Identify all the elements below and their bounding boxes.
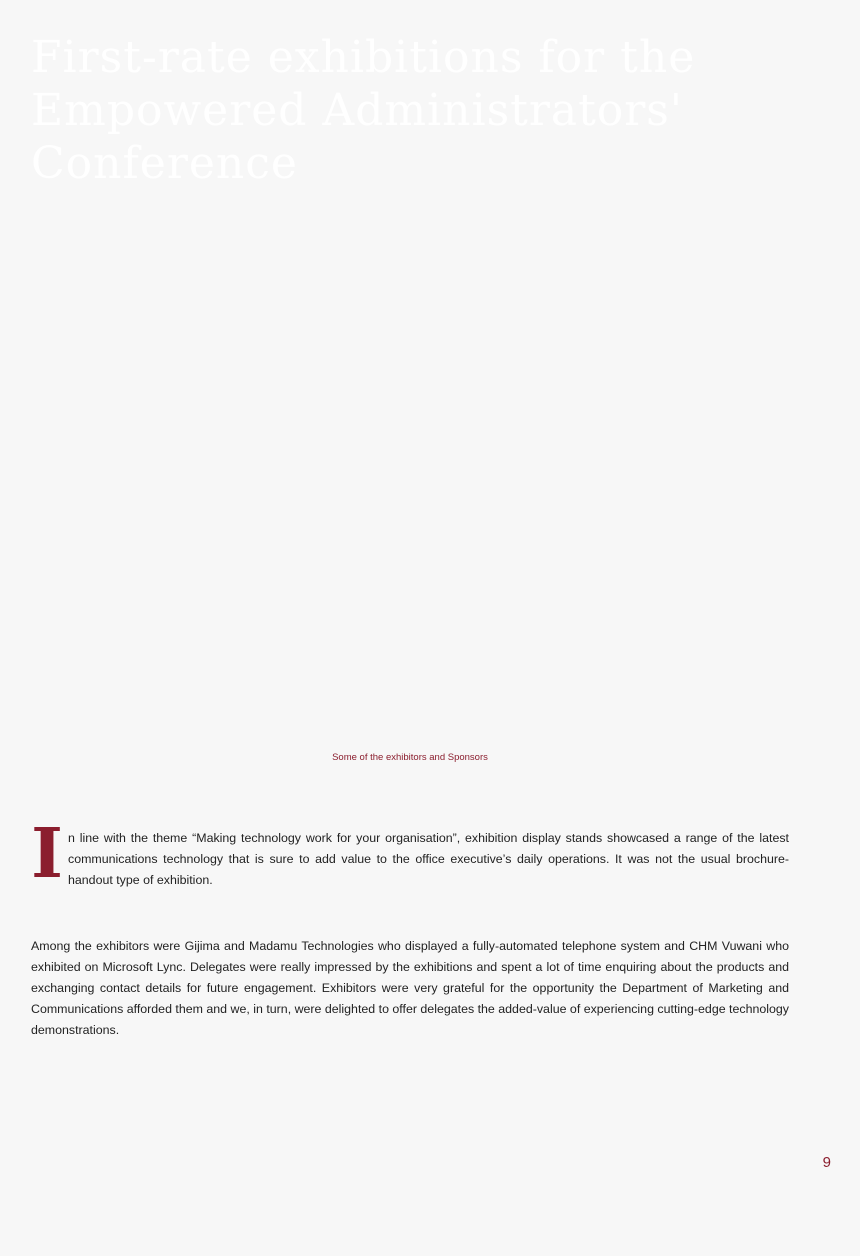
photo-caption: Some of the exhibitors and Sponsors [332, 752, 488, 763]
intro-text: n line with the theme “Making technology work for your organisation”, exhibition display stands showcased a range of the latest communications technology that is sure to add value to the office executive’s daily operations. It was not the usual brochure-handout type of exhibition. [68, 831, 789, 887]
drop-cap: I [31, 814, 63, 894]
intro-paragraph [31, 814, 789, 894]
body-paragraph: Among the exhibitors were Gijima and Madamu Technologies who displayed a fully-automated telephone system and CHM Vuwani who exhibited on Microsoft Lync. Delegates were really impressed by the exhibitions and spent a lot of time enquiring about the products and exchanging contact details for future engagement. Exhibitors were very grateful for the opportunity the Department of Marketing and Communications afforded them and we, in turn, were delighted to offer delegates the added-value of experiencing cutting-edge technology demonstrations. [31, 939, 789, 1037]
page-number: 9 [822, 1154, 831, 1171]
page-title: First-rate exhibitions for the Empowered Administrators' Conference [31, 32, 696, 189]
